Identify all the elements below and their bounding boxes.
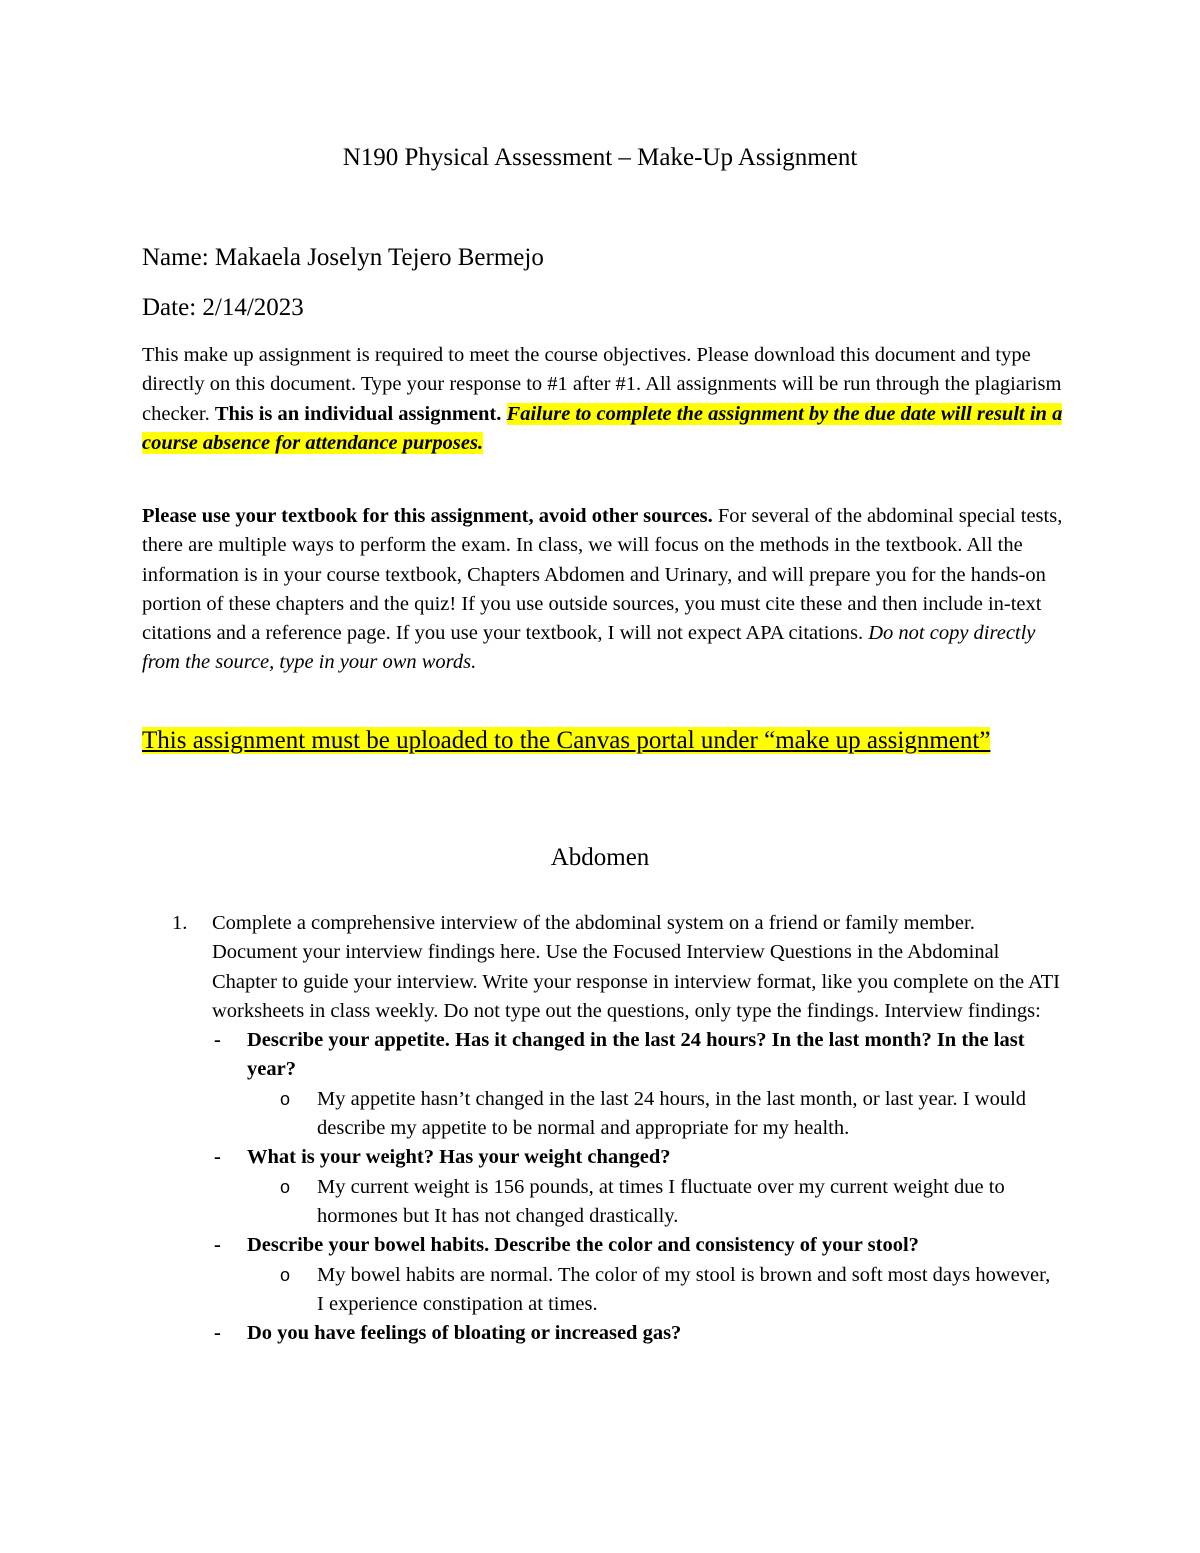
date-field xyxy=(142,290,304,326)
name-field xyxy=(142,240,544,276)
name-label: Name: xyxy=(142,244,209,271)
upload-notice xyxy=(142,725,1042,758)
instructions-paragraph xyxy=(142,502,1072,678)
date-value: 2/14/2023 xyxy=(202,294,304,321)
dash-bullet: - xyxy=(214,1146,221,1169)
interview-question-text: Do you have feelings of bloating or increased gas? xyxy=(247,1322,682,1345)
interview-answer xyxy=(280,1173,1062,1232)
circle-bullet: o xyxy=(280,1176,291,1197)
document-title: N190 Physical Assessment – Make-Up Assignment xyxy=(342,144,858,171)
question-number: 1. xyxy=(172,912,188,934)
interview-answer xyxy=(280,1261,1062,1320)
instructions-bold: Please use your textbook for this assignment, avoid other sources. xyxy=(142,505,713,527)
intro-text: This make up assignment is required to meet the course objectives. Please download this document and type directly on this document. Type your response to #1 after #1. All assignments will be run through the plagiarism checker. xyxy=(142,344,1062,425)
interview-question xyxy=(214,1231,1057,1260)
instructions-text: For several of the abdominal special tests, there are multiple ways to perform the exam. In class, we will focus on the methods in the textbook. All the information is in your course textbook, Chapters Abdomen and Urinary, and will prepare you for the hands-on portion of these chapters and the quiz! If you use outside sources, you must cite these and then include in-text citations and a reference page. If you use your textbook, I will not expect APA citations. xyxy=(142,505,1063,645)
interview-answer-text: My appetite hasn’t changed in the last 24 hours, in the last month, or last year. I would describe my appetite to be normal and appropriate for my health. xyxy=(317,1087,1027,1140)
interview-answer-text: My current weight is 156 pounds, at times I fluctuate over my current weight due to hormones but It has not changed drastically. xyxy=(317,1175,1005,1227)
date-label: Date: xyxy=(142,294,197,321)
circle-bullet: o xyxy=(280,1088,291,1109)
interview-answer-text: My bowel habits are normal. The color of my stool is brown and soft most days however, I experience constipation at times. xyxy=(317,1263,1051,1315)
dash-bullet: - xyxy=(214,1234,221,1257)
name-value: Makaela Joselyn Tejero Bermejo xyxy=(214,244,544,271)
dash-bullet: - xyxy=(214,1322,221,1345)
intro-highlight: Failure to complete the assignment by the due date will result in a course absence for attendance purposes. xyxy=(142,402,1063,454)
section-title: Abdomen xyxy=(550,844,650,871)
intro-bold: This is an individual assignment. xyxy=(214,402,502,425)
intro-paragraph xyxy=(142,341,1072,458)
interview-answer xyxy=(280,1085,1062,1144)
interview-question-text: Describe your bowel habits. Describe the color and consistency of your stool? xyxy=(247,1234,919,1257)
dash-bullet: - xyxy=(214,1029,221,1052)
interview-question xyxy=(214,1143,1057,1172)
interview-question xyxy=(214,1026,1057,1085)
instructions-italic: Do not copy directly from the source, type in your own words. xyxy=(142,622,1036,674)
interview-question-text: Describe your appetite. Has it changed in the last 24 hours? In the last month? In the last year? xyxy=(247,1029,1025,1081)
upload-notice-text: This assignment must be uploaded to the Canvas portal under “make up assignment” xyxy=(142,727,991,754)
interview-question xyxy=(214,1319,1057,1348)
question-block xyxy=(142,909,1072,1348)
question-text: Complete a comprehensive interview of the abdominal system on a friend or family member. Document your interview findings here. Use the Focused Interview Questions in the Abdominal Chapter to guide your interview. Write your response in interview format, like you complete on the ATI worksheets in class weekly. Do not type out the questions, only type the findings. Interview findings: xyxy=(212,912,1060,1022)
interview-question-text: What is your weight? Has your weight changed? xyxy=(247,1146,671,1169)
circle-bullet: o xyxy=(280,1264,291,1285)
